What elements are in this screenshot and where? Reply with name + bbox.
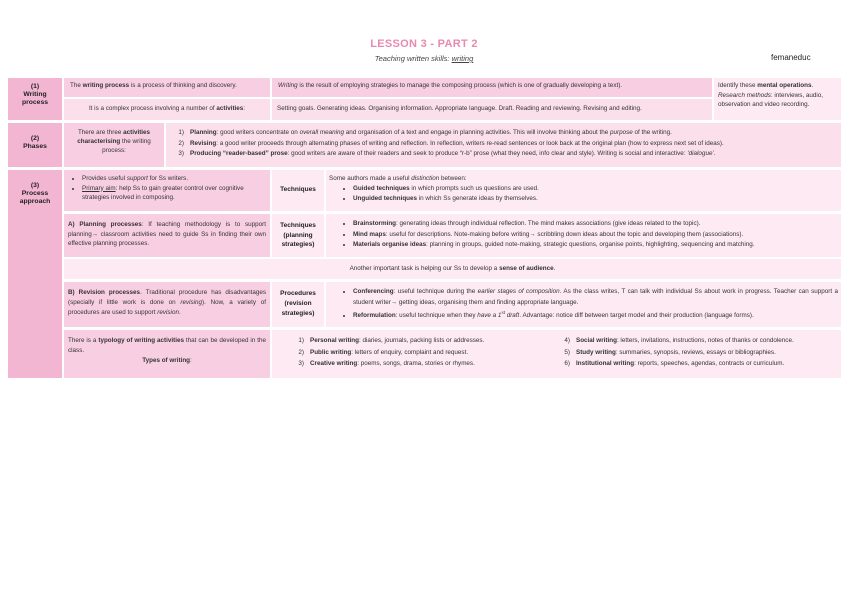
phase-revising: 2) Revising: a good writer proceeds through alternating phases of writing and reflection. In reflection, writers re-read sentences or look back at the original plan (how to express next set of ideas). bbox=[178, 139, 724, 147]
author-name: femaneduc bbox=[771, 53, 811, 62]
reformulation: • Reformulation: useful technique when they have a 1st draft. Advantage: notice diff between target model and their production (language forms). bbox=[353, 308, 838, 322]
types-of-writing-list bbox=[272, 330, 841, 378]
mind-maps: • Mind maps: useful for descriptions. Note-making before writing→ scribbling down ideas about the topic and developing them (associations). bbox=[353, 230, 838, 241]
type-public: 2) Public writing: letters of enquiry, complaint and request. bbox=[298, 348, 469, 356]
page-title: LESSON 3 - PART 2 bbox=[370, 38, 478, 50]
phase-producing: 3) Producing “reader-based” prose: good writers are aware of their readers and seek to produce “r-b” prose (what they need, info clear and style). Writing is social and interactive: ‘dialogue’. bbox=[178, 150, 716, 157]
aim-primary: • Primary aim: help Ss to gain greater control over cognitive strategies involved in composing. bbox=[82, 184, 266, 203]
activities-list: Setting goals. Generating ideas. Organising information. Appropriate language. Draft. Reading and reviewing. Revising and editing. bbox=[272, 99, 712, 120]
planning-processes: A) Planning processes: If teaching methodology is to support planning→ classroom activities need to guide Ss in finding their own effective planning processes. bbox=[64, 214, 270, 257]
type-personal: 1) Personal writing: diaries, journals, packing lists or addresses. bbox=[298, 337, 485, 344]
complex-process-text: It is a complex process involving a number of activities: bbox=[64, 99, 270, 120]
guided-techniques: • Guided techniques in which prompts such us questions are used. bbox=[353, 184, 838, 194]
section-2-label: (2) Phases bbox=[8, 123, 62, 167]
writing-result: Writing is the result of employing strategies to manage the composing process (which is one of gradually developing a text). bbox=[272, 78, 712, 97]
phase-planning: 1) Planning: good writers concentrate on overall meaning and organisation of a text and engage in planning activities. This will involve thinking about the purpose of the writing. bbox=[178, 129, 672, 136]
sense-of-audience: Another important task is helping our Ss to develop a sense of audience. bbox=[64, 259, 841, 279]
type-study: 5) Study writing: summaries, synopsis, reviews, essays or bibliographies. bbox=[564, 348, 776, 356]
conferencing: • Conferencing: useful technique during the earlier stages of composition. As the class writes, T can talk with individual Ss about work in progress. Teacher can support a student writer→ getting ideas, organising them and finding appropriate language. bbox=[353, 287, 838, 308]
unguided-techniques: • Unguided techniques in which Ss generate ideas by themselves. bbox=[353, 194, 838, 204]
types-column-left bbox=[290, 335, 484, 370]
process-approach-aims bbox=[64, 170, 270, 211]
planning-strategies-label: Techniques (planning strategies) bbox=[272, 214, 324, 257]
section-3-label: (3) Process approach bbox=[8, 170, 62, 378]
planning-strategies bbox=[326, 214, 841, 257]
mental-operations-note: Identify these mental operations. Research methods: interviews, audio, observation and video recording. bbox=[714, 78, 841, 120]
aim-support: • Provides useful support for Ss writers. bbox=[82, 174, 266, 184]
phases-intro: There are three activities characterising the writing process: bbox=[64, 123, 164, 167]
writing-process-definition: The writing process is a process of thinking and discovery. bbox=[64, 78, 270, 97]
techniques-distinction: Some authors made a useful distinction between: • Guided techniques in which prompts such us questions are used. • Unguided techniques in which Ss generate ideas by themselves. bbox=[326, 170, 841, 211]
subtitle-topic: writing bbox=[451, 54, 474, 63]
section-1-label: (1) Writing process bbox=[8, 78, 62, 120]
types-of-writing-label: Types of writing bbox=[142, 357, 191, 364]
phases-list bbox=[166, 123, 841, 167]
revision-strategies-label: Procedures (revision strategies) bbox=[272, 282, 324, 327]
types-column-right bbox=[556, 335, 794, 370]
type-creative: 3) Creative writing: poems, songs, drama, stories or rhymes. bbox=[298, 360, 475, 367]
materials-organise-ideas: • Materials organise ideas: planning in groups, guided note-making, strategic questions, organise points, highlighting, sequencing and matching. bbox=[353, 240, 838, 251]
type-institutional: 6) Institutional writing: reports, speeches, agendas, contracts or curriculum. bbox=[564, 360, 785, 367]
brainstorming: • Brainstorming: generating ideas through individual reflection. The mind makes associations (give ideas related to the topic). bbox=[353, 219, 838, 230]
revision-strategies bbox=[326, 282, 841, 327]
revision-processes: B) Revision processes. Traditional procedure has disadvantages (specially if little work is done on revising). Now, a variety of procedures are used to support revision. bbox=[64, 282, 270, 327]
techniques-label: Techniques bbox=[272, 170, 324, 211]
type-social: 4) Social writing: letters, invitations, instructions, notes of thanks or condolence. bbox=[564, 337, 794, 344]
page-subtitle: Teaching written skills: writing bbox=[374, 54, 474, 63]
typology-of-writing: There is a typology of writing activities that can be developed in the class. Types of writing: bbox=[64, 330, 270, 378]
